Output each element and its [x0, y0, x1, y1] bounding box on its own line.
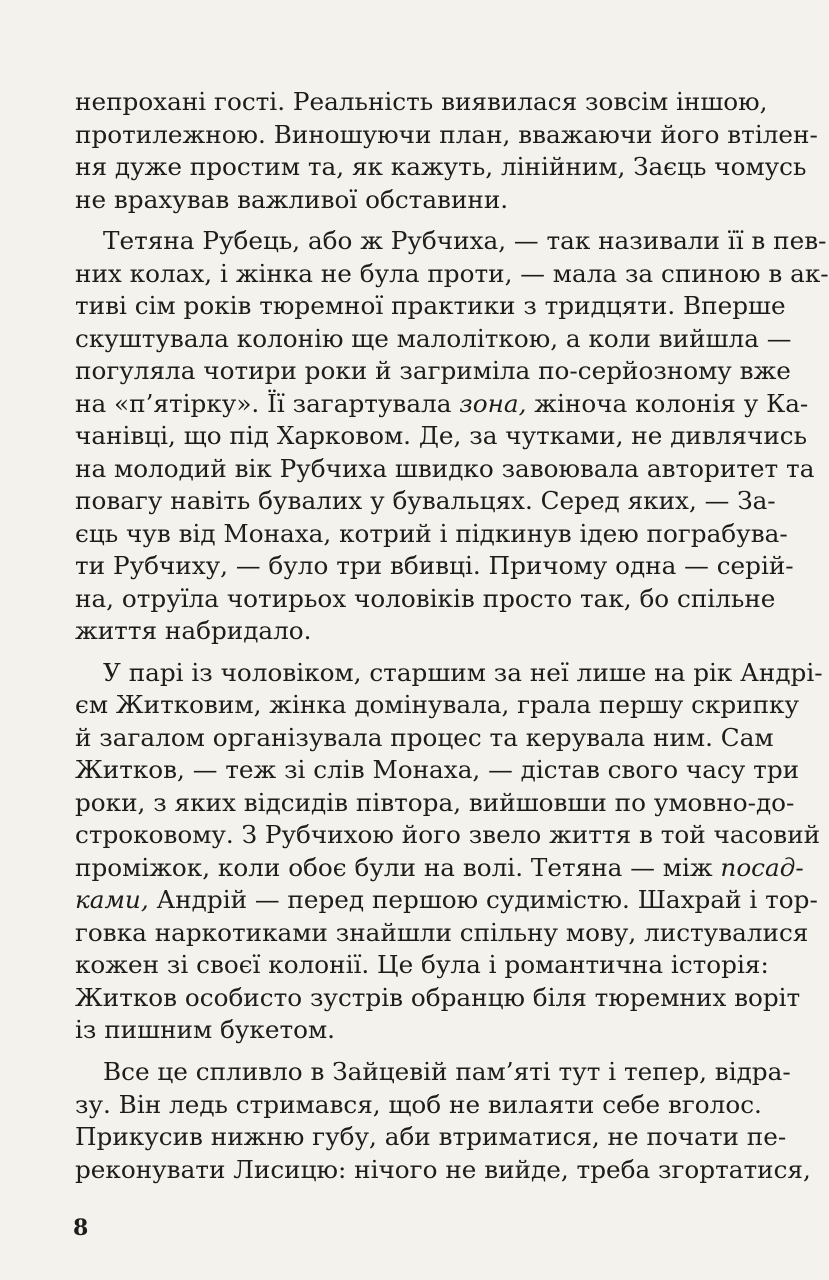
text-line: на молодий вік Рубчиха швидко завоювала авторитет та	[75, 453, 815, 483]
text-line: чанівці, що під Харковом. Де, за чутками, не дивлячись	[75, 421, 808, 451]
page-number: 8	[73, 1215, 89, 1241]
text-line: строковому. З Рубчихою його звело життя в той часовий	[75, 820, 821, 850]
text-line: повагу навіть бувалих у бувальцях. Серед яких, — За-	[75, 486, 776, 516]
italic-word: посад-	[720, 852, 804, 882]
text-line: Прикусив нижню губу, аби втриматися, не почати пе-	[75, 1122, 787, 1151]
text-line: скуштувала колонію ще малоліткою, а коли вийшла —	[75, 323, 792, 353]
text-line: Житков, — теж зі слів Монаха, — дістав свого часу три	[75, 755, 800, 785]
text-line: зу. Він ледь стримався, щоб не вилаяти себе вголос.	[75, 1089, 762, 1119]
text-line: кожен зі своєї колонії. Це була і романтична історія:	[75, 950, 769, 980]
text-line: говка наркотиками знайшли спільну мову, листувалися	[75, 917, 809, 947]
italic-word: зона,	[459, 388, 527, 418]
italic-word: ками,	[75, 885, 149, 915]
text-line: єць чув від Монаха, котрий і підкинув ідею пограбува-	[75, 518, 788, 548]
paragraph-first-line: Тетяна Рубець, або ж Рубчиха, — так називали її в пев-	[103, 226, 827, 256]
text-line: ками, Андрій — перед першою судимістю. Шахрай і тор-	[75, 885, 818, 915]
text-line: непрохані гості. Реальність виявилася зовсім іншою,	[75, 87, 768, 116]
text-line: роки, з яких відсидів півтора, вийшовши по умовно-до-	[75, 787, 795, 817]
text-line: життя набридало.	[75, 616, 312, 646]
text-line: тиві сім років тюремної практики з тридцяти. Вперше	[75, 291, 786, 321]
text-line: й загалом організувала процес та керувала ним. Сам	[75, 722, 774, 752]
text-line: на «п’ятірку». Її загартувала зона, жіноча колонія у Ка-	[75, 388, 809, 418]
text-line: не врахував важливої обставини.	[75, 184, 509, 214]
text-line: протилежною. Виношуючи план, вважаючи його втілен-	[75, 119, 818, 149]
text-line: ня дуже простим та, як кажуть, лінійним, Заєць чомусь	[75, 152, 807, 181]
text-line: реконувати Лисицю: нічого не вийде, треба згортатися,	[75, 1154, 811, 1184]
text-line: Житков особисто зустрів обранцю біля тюремних воріт	[75, 982, 801, 1012]
text-line: них колах, і жінка не була проти, — мала за спиною в ак-	[75, 258, 829, 288]
text-line: проміжок, коли обоє були на волі. Тетяна — між посад-	[75, 852, 804, 882]
paragraph-first-line: У парі із чоловіком, старшим за неї лише на рік Андрі-	[103, 657, 823, 687]
text-line: на, отруїла чотирьох чоловіків просто так, бо спільне	[75, 583, 776, 613]
paragraph-first-line: Все це спливло в Зайцевій пам’яті тут і тепер, відра-	[103, 1056, 791, 1086]
text-line: ти Рубчиху, — було три вбивці. Причому одна — серій-	[75, 551, 794, 581]
text-line: погуляла чотири роки й загриміла по-серйозному вже	[75, 356, 791, 386]
text-line: єм Житковим, жінка домінувала, грала першу скрипку	[75, 690, 800, 720]
text-line: із пишним букетом.	[75, 1015, 336, 1045]
